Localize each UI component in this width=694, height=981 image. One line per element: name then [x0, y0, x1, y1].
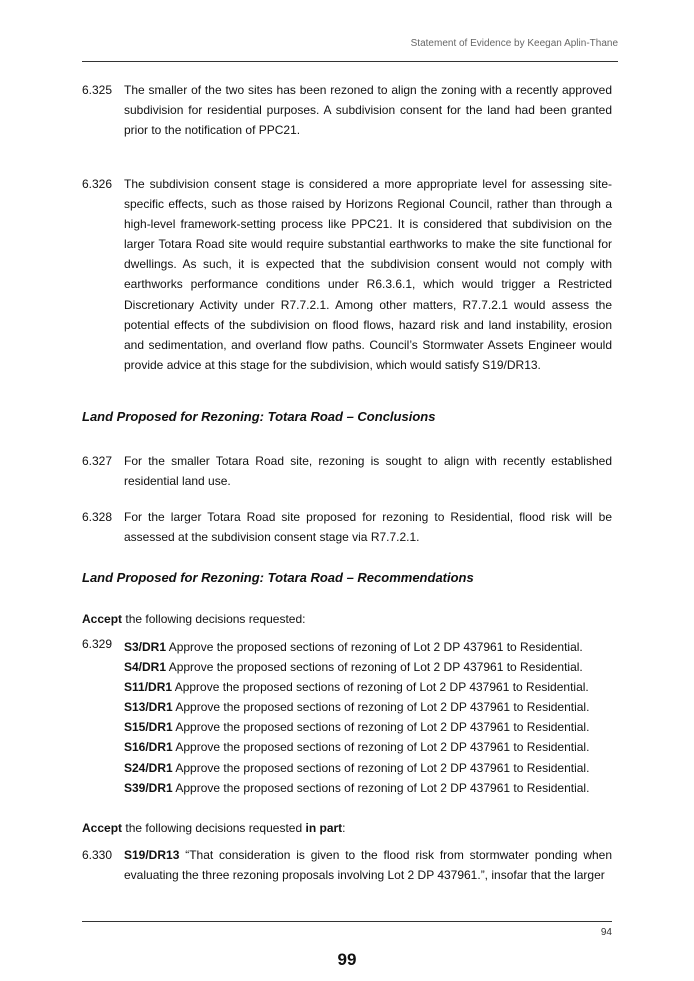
paragraph-text: For the smaller Totara Road site, rezoning is sought to align with recently established residential land use. [124, 454, 612, 489]
decision-code: S15/DR1 [124, 720, 173, 735]
decision-text: “That consideration is given to the flood risk from stormwater ponding when evaluating the three rezoning proposals involving Lot 2 DP 437961.”, insofar that the larger [124, 848, 613, 883]
accept-suffix: : [342, 821, 346, 835]
section-heading-conclusions: Land Proposed for Rezoning: Totara Road – Conclusions [82, 409, 436, 424]
decision-text: Approve the proposed sections of rezoning of Lot 2 DP 437961 to Residential. [175, 740, 590, 755]
paragraph-number: 6.328 [82, 510, 113, 524]
decision-item [124, 717, 612, 737]
decision-text: Approve the proposed sections of rezoning of Lot 2 DP 437961 to Residential. [175, 760, 590, 775]
paragraph-number: 6.326 [82, 177, 113, 191]
page-number: 99 [337, 950, 357, 969]
paragraph-number: 6.327 [82, 454, 113, 468]
running-header: Statement of Evidence by Keegan Aplin-Thane [410, 38, 618, 49]
paragraph-6-327 [82, 451, 612, 491]
decision-item [124, 657, 612, 677]
decision-code: S4/DR1 [124, 660, 167, 675]
decision-code: S11/DR1 [124, 680, 173, 695]
decision-code: S19/DR13 [124, 848, 180, 862]
accept-text: the following decisions requested: [125, 612, 306, 626]
decision-text: Approve the proposed sections of rezoning of Lot 2 DP 437961 to Residential. [174, 680, 589, 695]
decision-text: Approve the proposed sections of rezoning of Lot 2 DP 437961 to Residential. [175, 720, 590, 735]
decision-code: S16/DR1 [124, 740, 173, 755]
decision-code: S24/DR1 [124, 760, 173, 775]
document-page-number: 94 [600, 927, 612, 938]
paragraph-number: 6.329 [82, 637, 113, 651]
decision-code: S39/DR1 [124, 780, 173, 795]
accept-in-part-statement [82, 821, 612, 835]
paragraph-6-326 [82, 174, 612, 375]
decision-item [124, 758, 612, 778]
decision-code: S13/DR1 [124, 700, 173, 715]
decision-text: Approve the proposed sections of rezoning of Lot 2 DP 437961 to Residential. [175, 700, 590, 715]
paragraph-6-328 [82, 507, 612, 547]
decision-text: Approve the proposed sections of rezoning of Lot 2 DP 437961 to Residential. [168, 640, 583, 654]
paragraph-text: The subdivision consent stage is considered a more appropriate level for assessing site-specific effects, such as those raised by Horizons Regional Council, rather than through a high-level framework-setting process like PPC21. It is considered that subdivision on the larger Totara Road site would require substantial earthworks to make the site functional for dwellings. As such, it is expected that the subdivision consent would not comply with earthworks performance conditions under R6.3.6.1, which would trigger a Restricted Discretionary Activity under R7.7.2.1. Among other matters, R7.7.2.1 would assess the potential effects of the subdivision on flood flows, hazard risk and land instability, erosion and sedimentation, and overland flow paths. Council’s Stormwater Assets Engineer would provide advice at this stage for the subdivision, which would satisfy S19/DR13. [124, 177, 612, 372]
paragraph-number: 6.330 [82, 848, 113, 862]
decision-item [124, 637, 612, 657]
decision-item [124, 778, 612, 798]
accept-statement [82, 612, 612, 626]
accept-label: Accept [82, 821, 123, 835]
accept-text: the following decisions requested [125, 821, 303, 835]
paragraph-text: The smaller of the two sites has been rezoned to align the zoning with a recently approved subdivision for residential purposes. A subdivision consent for the land had been granted prior to the notification of PPC21. [124, 83, 612, 138]
decision-item [124, 737, 612, 757]
paragraph-text: For the larger Totara Road site proposed for rezoning to Residential, flood risk will be assessed at the subdivision consent stage via R7.7.2.1. [124, 510, 612, 545]
header-rule [82, 61, 618, 62]
paragraph-number: 6.325 [82, 83, 113, 97]
decision-text: Approve the proposed sections of rezoning of Lot 2 DP 437961 to Residential. [168, 660, 583, 675]
accept-emphasis: in part [305, 821, 343, 835]
decision-item [124, 697, 612, 717]
paragraph-text [124, 845, 612, 885]
footer-rule [82, 921, 612, 922]
decision-item [124, 677, 612, 697]
decision-text: Approve the proposed sections of rezoning of Lot 2 DP 437961 to Residential. [175, 780, 590, 795]
decision-list [82, 637, 612, 798]
paragraph-6-325 [82, 80, 612, 140]
paragraph-6-330 [82, 845, 612, 885]
section-heading-recommendations: Land Proposed for Rezoning: Totara Road – Recommendations [82, 570, 474, 585]
accept-label: Accept [82, 612, 123, 626]
decision-code: S3/DR1 [124, 640, 167, 654]
